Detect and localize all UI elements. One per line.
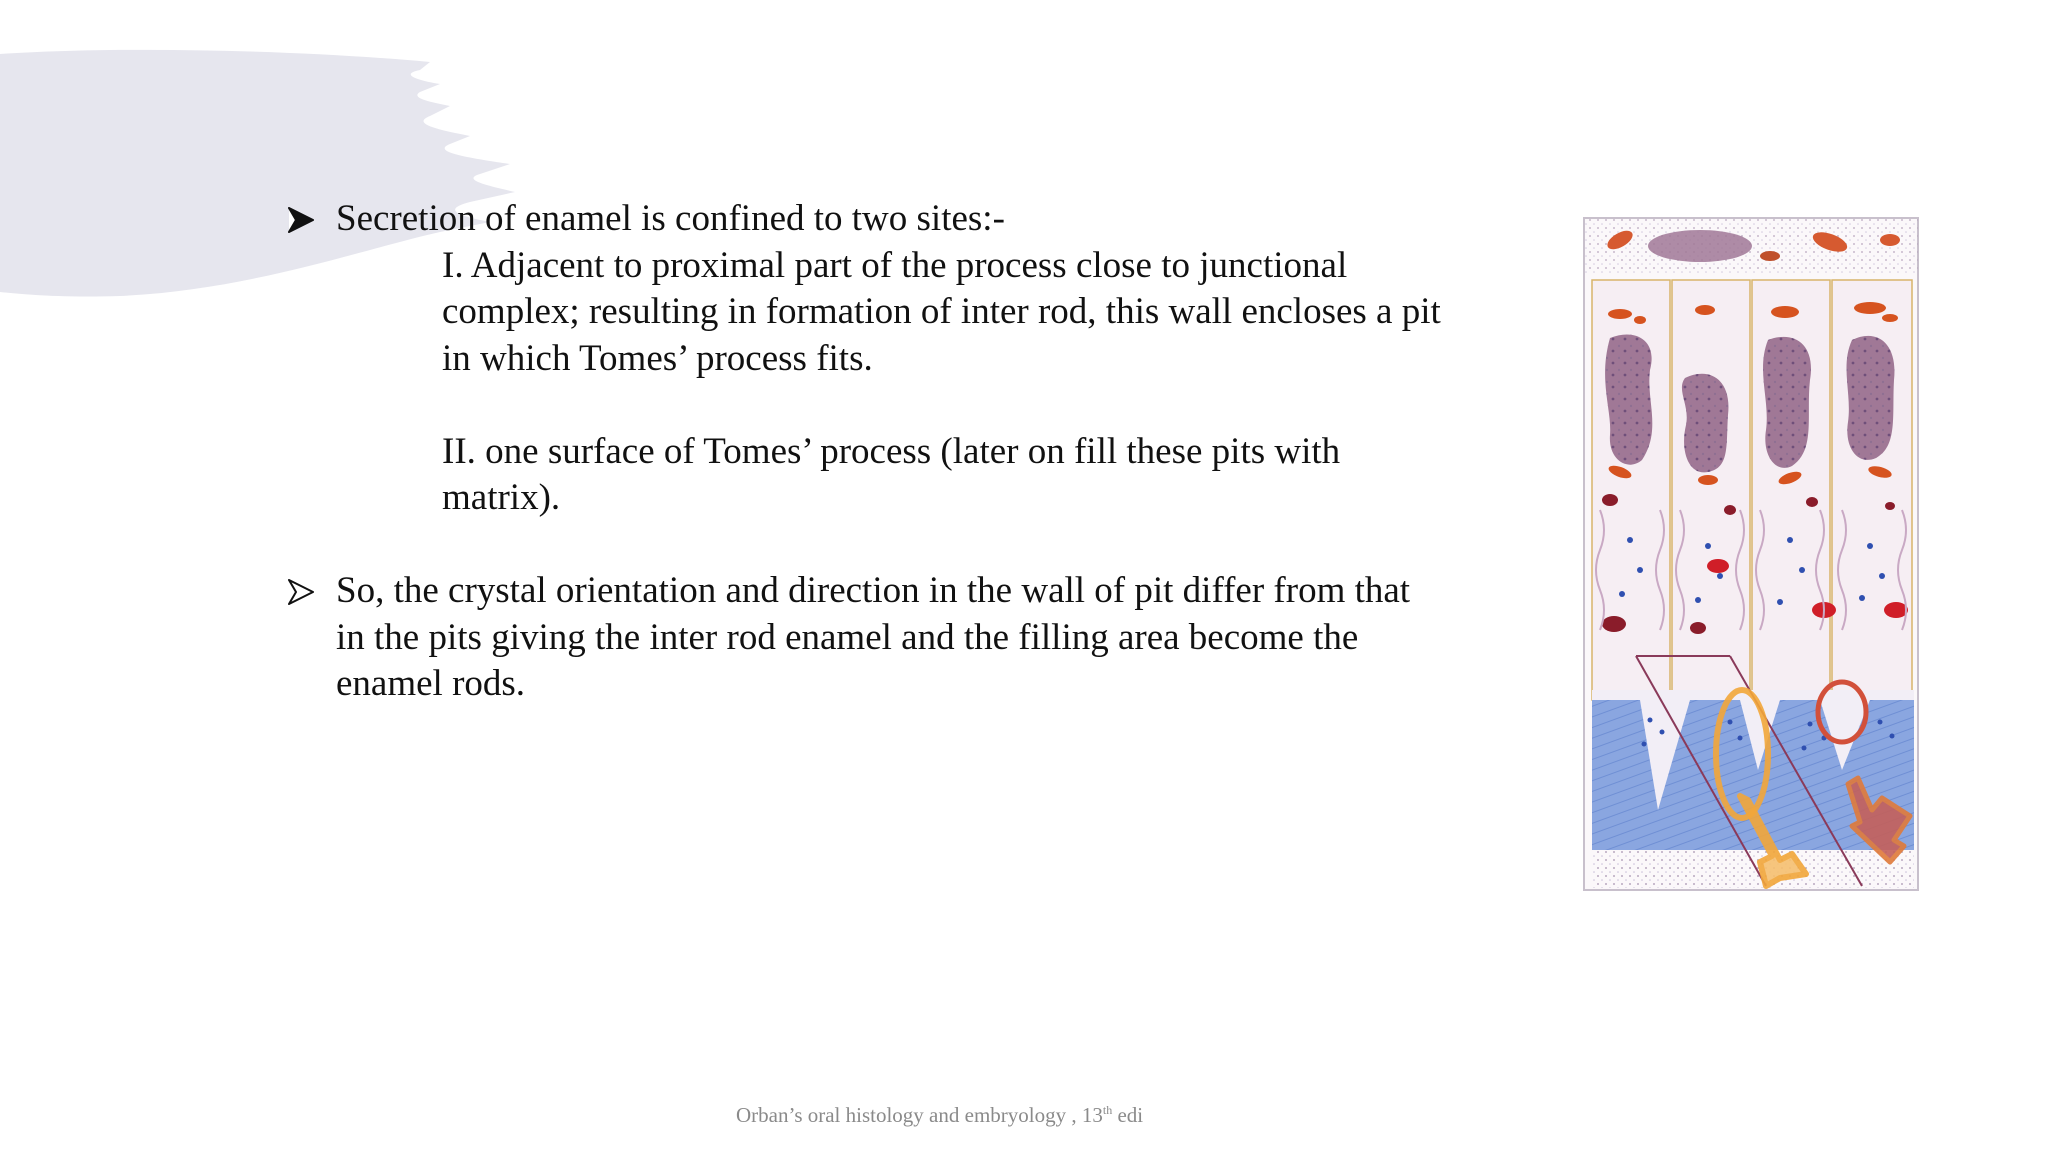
subpoint-2-line-2: matrix).	[442, 477, 561, 518]
subpoint-1	[288, 243, 1518, 383]
subpoint-1-line-2: complex; resulting in formation of inter rod, this wall encloses a pit	[442, 291, 1441, 332]
citation-superscript: th	[1102, 1103, 1113, 1117]
subpoint-1-line-1: I. Adjacent to proximal part of the process close to junctional	[442, 244, 1348, 286]
subpoint-2	[288, 429, 1518, 522]
arrowhead-bullet-icon	[288, 579, 314, 605]
source-citation	[736, 1103, 1143, 1128]
citation-suffix: edi	[1112, 1103, 1144, 1127]
subpoint-1-line-3: in which Tomes’ process fits.	[442, 337, 873, 379]
bullet-1	[288, 196, 1518, 243]
bullet-1-line-1: Secretion of enamel is confined to two sites:-	[336, 198, 1005, 239]
ameloblast-histology-illustration	[1580, 210, 1946, 892]
subpoint-2-line-1: II. one surface of Tomes’ process (later on fill these pits with	[442, 430, 1341, 472]
bullet-2-line-3: enamel rods.	[336, 663, 526, 704]
citation-text: Orban’s oral histology and embryology , 13	[736, 1103, 1103, 1127]
dentin-layer	[1592, 850, 1914, 888]
bullet-2-line-2: in the pits giving the inter rod enamel and the filling area become the	[336, 616, 1359, 658]
spacer	[288, 382, 1518, 429]
arrowhead-bullet-icon	[288, 207, 314, 233]
bullet-2	[288, 568, 1518, 708]
slide-body	[288, 196, 1518, 708]
bullet-2-line-1: So, the crystal orientation and direction in the wall of pit differ from that	[336, 570, 1411, 611]
spacer	[288, 522, 1518, 569]
